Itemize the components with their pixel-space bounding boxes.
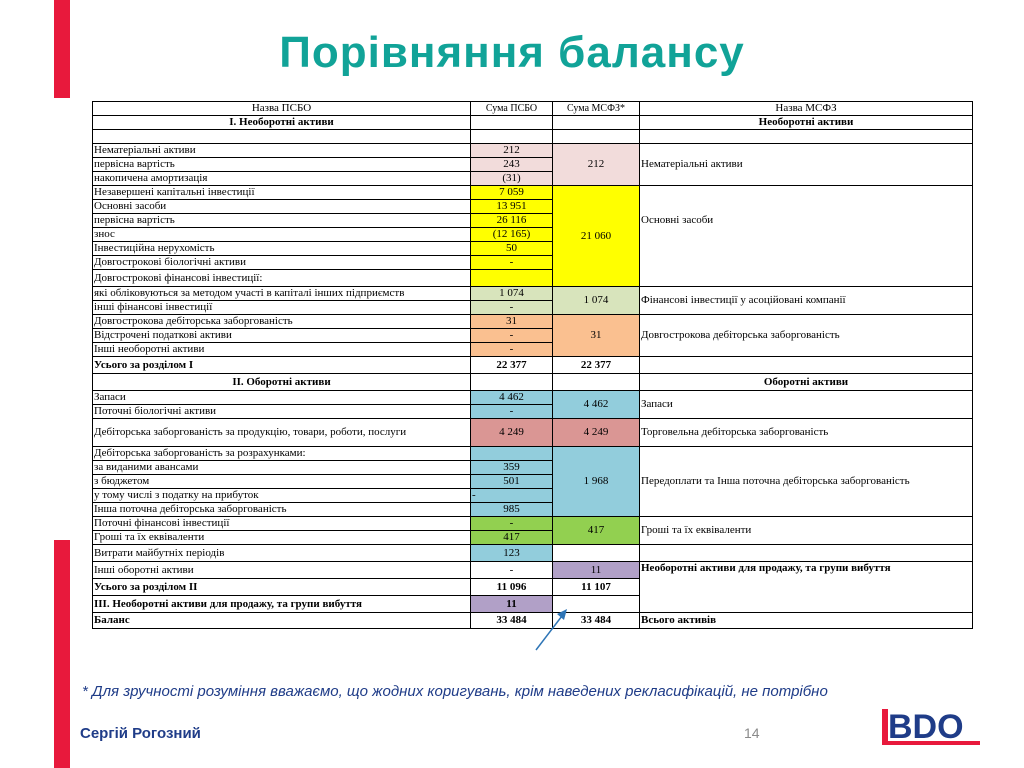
psbo-value: 7 059 [471,186,553,200]
table-row [93,374,973,391]
section-label: Необоротні активи [640,116,973,130]
psbo-value [471,270,553,287]
row-label: за виданими авансами [93,461,471,475]
psbo-value: - [471,301,553,315]
ifrs-name: Всього активів [640,613,973,629]
table-row [93,144,973,158]
psbo-value: - [471,256,553,270]
ifrs-sum: 1 074 [553,287,640,315]
table-row [93,315,973,329]
footnote: * Для зручності розуміння вважаємо, що жодних коригувань, крім наведених рекласифікацій, не потрібно [82,683,828,700]
row-label: Баланс [93,613,471,629]
ifrs-name: Запаси [640,391,973,419]
psbo-value: - [471,489,553,503]
bdo-logo-text: BDO [888,708,964,746]
psbo-value: - [471,343,553,357]
balance-comparison-table [92,101,973,629]
psbo-value: (12 165) [471,228,553,242]
row-label: первісна вартість [93,214,471,228]
bdo-logo [882,705,980,747]
row-label: Нематеріальні активи [93,144,471,158]
row-label: Дебіторська заборгованість за продукцію, товари, роботи, послуги [93,419,471,447]
row-label: які обліковуються за методом участі в капіталі інших підприємств [93,287,471,301]
ifrs-name: Основні засоби [640,186,973,287]
row-label: Витрати майбутніх періодів [93,545,471,562]
row-label: Відстрочені податкові активи [93,329,471,343]
psbo-value: 243 [471,158,553,172]
psbo-value: 13 951 [471,200,553,214]
table-row [93,613,973,629]
table-header-row [93,102,973,116]
ifrs-sum: 31 [553,315,640,357]
section-label: ІІ. Оборотні активи [93,374,471,391]
header-psbo-name: Назва ПСБО [93,102,471,116]
psbo-value: 4 462 [471,391,553,405]
table-row [93,545,973,562]
psbo-value: 501 [471,475,553,489]
accent-bar-bottom [54,540,70,768]
author-name: Сергій Рогозний [80,725,201,742]
psbo-value: - [471,562,553,579]
table-row [93,391,973,405]
row-label: Усього за розділом ІІ [93,579,471,596]
row-label: Інвестиційна нерухомість [93,242,471,256]
psbo-value: 212 [471,144,553,158]
psbo-value: - [471,517,553,531]
psbo-value: 417 [471,531,553,545]
row-label: первісна вартість [93,158,471,172]
table-row [93,186,973,200]
ifrs-sum: 33 484 [553,613,640,629]
psbo-value [471,447,553,461]
ifrs-sum: 4 249 [553,419,640,447]
row-label: знос [93,228,471,242]
psbo-value: - [471,405,553,419]
psbo-value: 11 096 [471,579,553,596]
row-label: у тому числі з податку на прибуток [93,489,471,503]
row-label: Гроші та їх еквіваленти [93,531,471,545]
psbo-value: 123 [471,545,553,562]
row-label: інші фінансові інвестиції [93,301,471,315]
ifrs-sum: 212 [553,144,640,186]
header-ifrs-name: Назва МСФЗ [640,102,973,116]
ifrs-name: Нематеріальні активи [640,144,973,186]
row-label: Довгострокові біологічні активи [93,256,471,270]
psbo-value: 359 [471,461,553,475]
row-label: Основні засоби [93,200,471,214]
ifrs-sum: 417 [553,517,640,545]
slide-title: Порівняння балансу [279,28,745,77]
table-row [93,419,973,447]
ifrs-name: Необоротні активи для продажу, та групи вибуття [640,562,973,613]
row-label: Незавершені капітальні інвестиції [93,186,471,200]
psbo-value: (31) [471,172,553,186]
ifrs-name: Торговельна дебіторська заборгованість [640,419,973,447]
table-row [93,357,973,374]
section-label: Оборотні активи [640,374,973,391]
section-label: І. Необоротні активи [93,116,471,130]
ifrs-name: Гроші та їх еквіваленти [640,517,973,545]
table-row [93,562,973,579]
row-label: Інша поточна дебіторська заборгованість [93,503,471,517]
table-row [93,130,973,144]
table-row [93,116,973,130]
ifrs-name: Фінансові інвестиції у асоційовані компанії [640,287,973,315]
ifrs-sum: 11 [553,562,640,579]
header-ifrs-sum: Сума МСФЗ* [553,102,640,116]
ifrs-name: Довгострокова дебіторська заборгованість [640,315,973,357]
psbo-value: 22 377 [471,357,553,374]
ifrs-sum: 21 060 [553,186,640,287]
table-row [93,287,973,301]
row-label: Запаси [93,391,471,405]
row-label: Інші необоротні активи [93,343,471,357]
row-label: Довгострокова дебіторська заборгованість [93,315,471,329]
psbo-value: 33 484 [471,613,553,629]
psbo-value: 31 [471,315,553,329]
row-label: з бюджетом [93,475,471,489]
row-label: Дебіторська заборгованість за розрахунками: [93,447,471,461]
ifrs-sum: 4 462 [553,391,640,419]
row-label: Усього за розділом І [93,357,471,374]
row-label: Інші оборотні активи [93,562,471,579]
table-row [93,517,973,531]
row-label: Поточні фінансові інвестиції [93,517,471,531]
ifrs-sum: 11 107 [553,579,640,596]
psbo-value: 985 [471,503,553,517]
table-row [93,447,973,461]
psbo-value: 11 [471,596,553,613]
ifrs-sum: 22 377 [553,357,640,374]
row-label: накопичена амортизація [93,172,471,186]
header-psbo-sum: Сума ПСБО [471,102,553,116]
page-number: 14 [744,725,760,741]
row-label: Довгострокові фінансові інвестиції: [93,270,471,287]
section-label: ІІІ. Необоротні активи для продажу, та групи вибуття [93,596,471,613]
psbo-value: 4 249 [471,419,553,447]
row-label: Поточні біологічні активи [93,405,471,419]
psbo-value: 50 [471,242,553,256]
psbo-value: 26 116 [471,214,553,228]
psbo-value: 1 074 [471,287,553,301]
ifrs-name: Передоплати та Інша поточна дебіторська заборгованість [640,447,973,517]
psbo-value: - [471,329,553,343]
ifrs-sum: 1 968 [553,447,640,517]
